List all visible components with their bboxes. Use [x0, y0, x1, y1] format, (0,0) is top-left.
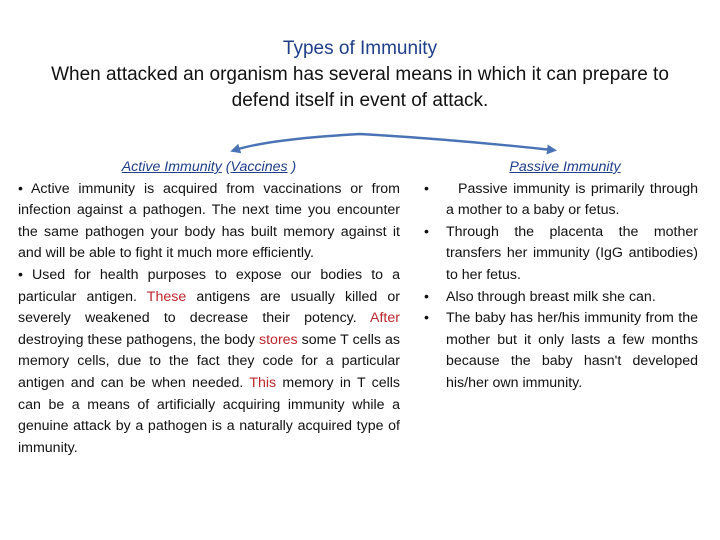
para2-text-e: memory in T cells can be a means of artificially acquiring immunity while a genuine attack by a pathogen is a naturally acquired type of immunity. — [18, 374, 400, 456]
passive-item-1: Passive immunity is primarily through a mother to a baby or fetus. — [446, 180, 698, 219]
bullet-icon: • — [424, 223, 429, 240]
para2-text-c: destroying these pathogens, the body — [18, 331, 260, 348]
passive-immunity-column — [418, 157, 698, 395]
active-paragraph-2 — [18, 265, 400, 459]
passive-item-3: Also through breast milk she can. — [446, 288, 656, 305]
passive-item-4: The baby has her/his immunity from the mother but it only lasts a few months because the baby hasn't developed his/her own immunity. — [446, 310, 698, 391]
active-immunity-title: Active Immunity — [121, 159, 222, 175]
paren-open: ( — [225, 159, 231, 175]
page-title: Types of Immunity — [282, 38, 438, 59]
highlight-after: After — [370, 310, 400, 327]
para2-text-b: antigens are usually killed or severely weakened to decrease their potency. — [18, 288, 400, 327]
highlight-this: This — [249, 374, 277, 391]
active-immunity-heading — [18, 157, 400, 179]
passive-immunity-heading — [418, 157, 698, 179]
list-item — [418, 222, 698, 287]
active-paragraph-1: • Active immunity is acquired from vaccinations or from infection against a pathogen. The next time you encounter the same pathogen your body has built memory against it and will be able to fight it much more efficiently. — [18, 180, 400, 262]
paren-close: ) — [291, 159, 297, 175]
passive-immunity-title: Passive Immunity — [509, 159, 621, 175]
para2-text-a: • Used for health purposes to expose our bodies to a particular antigen. — [18, 266, 400, 305]
highlight-these: These — [146, 288, 187, 305]
bullet-icon: • — [424, 310, 429, 327]
passive-item-2: Through the placenta the mother transfers her immunity (IgG antibodies) to her fetus. — [446, 223, 698, 283]
highlight-stores: stores — [259, 331, 298, 348]
active-immunity-column — [18, 157, 400, 459]
list-item — [418, 179, 698, 222]
list-item — [418, 287, 698, 309]
list-item — [418, 308, 698, 394]
para2-text-d: some T cells as memory cells, due to the fact they code for a particular antigen and can be when needed. — [18, 331, 400, 391]
bullet-icon: • — [424, 180, 429, 197]
intro-text: When attacked an organism has several means in which it can prepare to defend itself in event of attack. — [51, 64, 669, 111]
title-block — [20, 36, 700, 114]
vaccines-label: Vaccines — [230, 159, 288, 175]
bullet-icon: • — [424, 288, 429, 305]
arrow-line — [235, 134, 552, 150]
